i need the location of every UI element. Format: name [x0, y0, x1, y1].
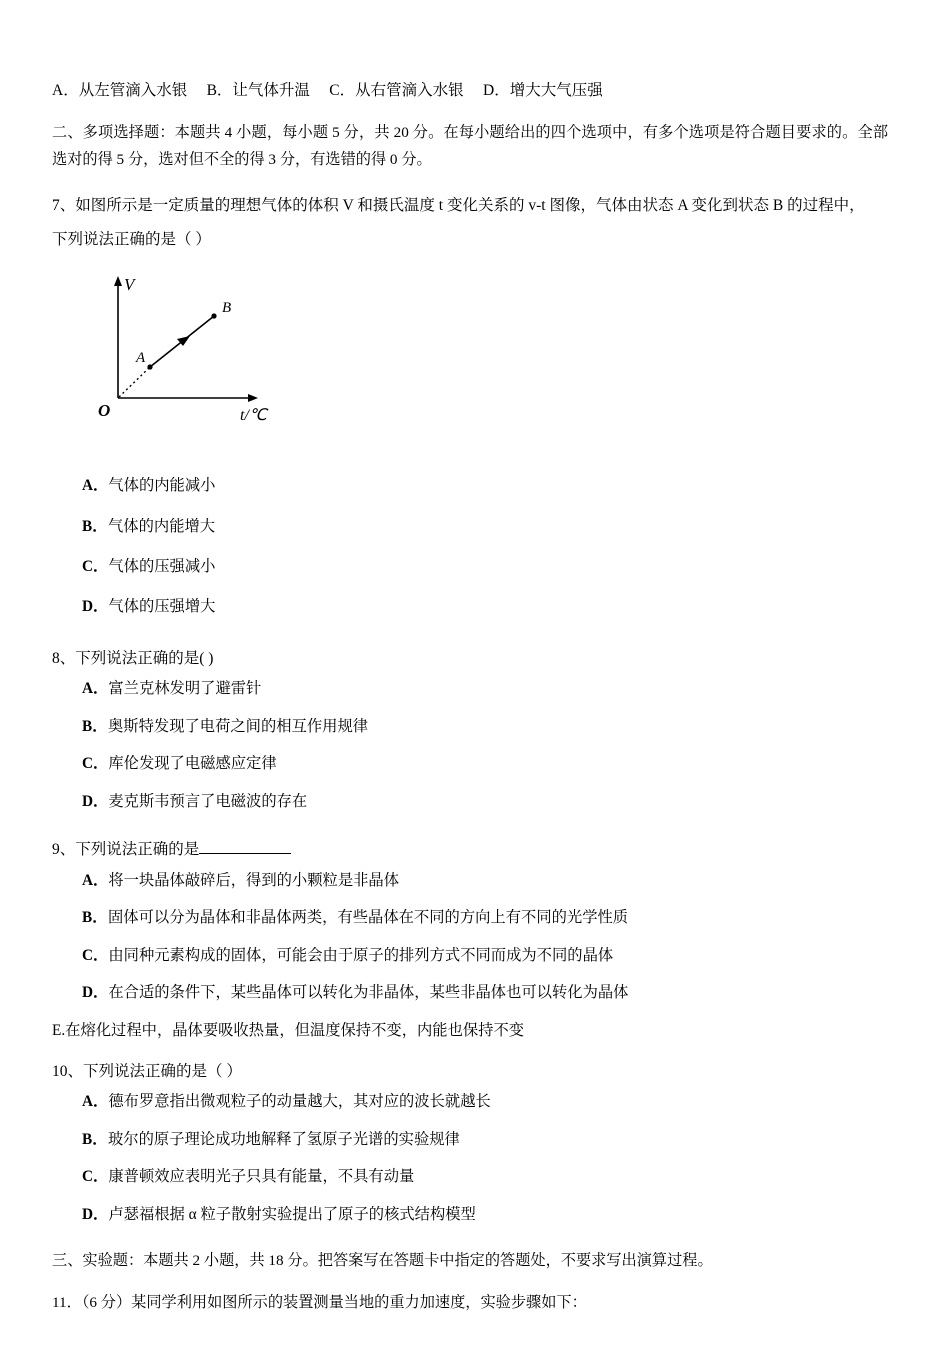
q9-option-e: E.在熔化过程中，晶体要吸收热量，但温度保持不变，内能也保持不变 — [52, 1021, 525, 1039]
q9-option-d — [52, 981, 888, 1005]
q10-option-a — [52, 1090, 888, 1114]
q9-option-d-text: 在合适的条件下，某些晶体可以转化为非晶体，某些非晶体也可以转化为晶体 — [108, 984, 629, 1002]
x-axis-label: t/℃ — [240, 407, 267, 425]
q10-option-d — [52, 1203, 888, 1227]
q9-option-b-text: 固体可以分为晶体和非晶体两类，有些晶体在不同的方向上有不同的光学性质 — [108, 909, 629, 927]
q7-option-c-label: C． — [82, 558, 109, 575]
section-three-instructions: 三、实验题：本题共 2 小题，共 18 分。把答案写在答题卡中指定的答题处，不要求写出演算过程。 — [52, 1252, 713, 1270]
q8-option-d — [52, 790, 888, 814]
q7-option-d — [52, 595, 888, 619]
q9-option-a-text: 将一块晶体敲碎后，得到的小颗粒是非晶体 — [108, 871, 400, 889]
q9-stem — [52, 835, 888, 864]
q8-stem: 8、下列说法正确的是( ) — [52, 649, 214, 667]
q9-option-c-text: 由同种元素构成的固体，可能会由于原子的排列方式不同而成为不同的晶体 — [108, 946, 614, 964]
q8-option-b-text: 奥斯特发现了电荷之间的相互作用规律 — [108, 717, 369, 735]
q8-option-a — [52, 677, 888, 701]
q8-option-c — [52, 752, 888, 776]
q8-option-c-text: 库伦发现了电磁感应定律 — [108, 755, 277, 773]
q7-option-a-label: A． — [82, 477, 109, 495]
q7-option-a — [52, 474, 888, 498]
q7-option-c-text: 气体的压强减小 — [108, 558, 216, 575]
q9-answer-blank — [199, 840, 291, 854]
q10-option-b — [52, 1128, 888, 1152]
q10-option-a-label: A． — [82, 1093, 109, 1111]
q6-options-line: A．从左管滴入水银 B．让气体升温 C．从右管滴入水银 D．增大大气压强 — [52, 82, 603, 99]
v-t-graph-svg — [62, 268, 322, 443]
q8-option-b-label: B． — [82, 717, 108, 735]
q10-option-b-text: 玻尔的原子理论成功地解释了氢原子光谱的实验规律 — [108, 1130, 460, 1148]
q8-option-a-text: 富兰克林发明了避雷针 — [108, 680, 262, 698]
q8-option-c-label: C． — [82, 755, 109, 773]
q10-option-c-label: C． — [82, 1168, 109, 1186]
point-b-label: B — [222, 300, 232, 317]
q9-option-a — [52, 869, 888, 893]
q7-stem-line2: 下列说法正确的是（ ） — [52, 230, 211, 248]
q10-stem: 10、下列说法正确的是（ ） — [52, 1063, 242, 1081]
q9-stem-text: 9、下列说法正确的是 — [52, 841, 200, 859]
q7-option-d-label: D． — [82, 598, 109, 616]
q9-option-a-label: A． — [82, 871, 109, 889]
point-a-label: A — [136, 350, 146, 367]
q10-option-a-text: 德布罗意指出微观粒子的动量越大，其对应的波长就越长 — [108, 1093, 491, 1111]
origin-label: O — [98, 401, 111, 421]
q7-option-a-text: 气体的内能减小 — [108, 477, 216, 495]
q7-stem-line1: 7、如图所示是一定质量的理想气体的体积 V 和摄氏温度 t 变化关系的 v-t 图像，气体由状态 A 变化到状态 B 的过程中， — [52, 197, 865, 215]
q7-option-d-text: 气体的压强增大 — [108, 598, 216, 616]
q9-option-c-label: C． — [82, 946, 109, 964]
q9-option-b — [52, 906, 888, 930]
q7-option-c — [52, 555, 888, 579]
q7-figure — [62, 268, 888, 448]
q7-option-b-label: B． — [82, 517, 108, 535]
y-axis-label: V — [124, 275, 135, 295]
q7-option-b — [52, 515, 888, 539]
q7-option-b-text: 气体的内能增大 — [108, 517, 216, 535]
q8-option-d-label: D． — [82, 792, 109, 810]
q10-option-d-text: 卢瑟福根据 α 粒子散射实验提出了原子的核式结构模型 — [108, 1205, 476, 1223]
q10-option-b-label: B． — [82, 1130, 108, 1148]
q8-option-d-text: 麦克斯韦预言了电磁波的存在 — [108, 792, 308, 810]
q10-option-d-label: D． — [82, 1205, 109, 1223]
q9-option-d-label: D． — [82, 984, 109, 1002]
q11-stem: 11．（6 分）某同学利用如图所示的装置测量当地的重力加速度，实验步骤如下： — [52, 1294, 587, 1312]
section-two-instructions: 二、多项选择题：本题共 4 小题，每小题 5 分，共 20 分。在每小题给出的四个选项中，有多个选项是符合题目要求的。全部选对的得 5 分，选对但不全的得 3 分，有选错的得 0 分。 — [52, 124, 888, 168]
q10-option-c — [52, 1165, 888, 1189]
q9-option-c — [52, 944, 888, 968]
q8-option-b — [52, 715, 888, 739]
q8-option-a-label: A． — [82, 680, 109, 698]
q9-option-b-label: B． — [82, 909, 108, 927]
q10-option-c-text: 康普顿效应表明光子只具有能量，不具有动量 — [108, 1168, 415, 1186]
